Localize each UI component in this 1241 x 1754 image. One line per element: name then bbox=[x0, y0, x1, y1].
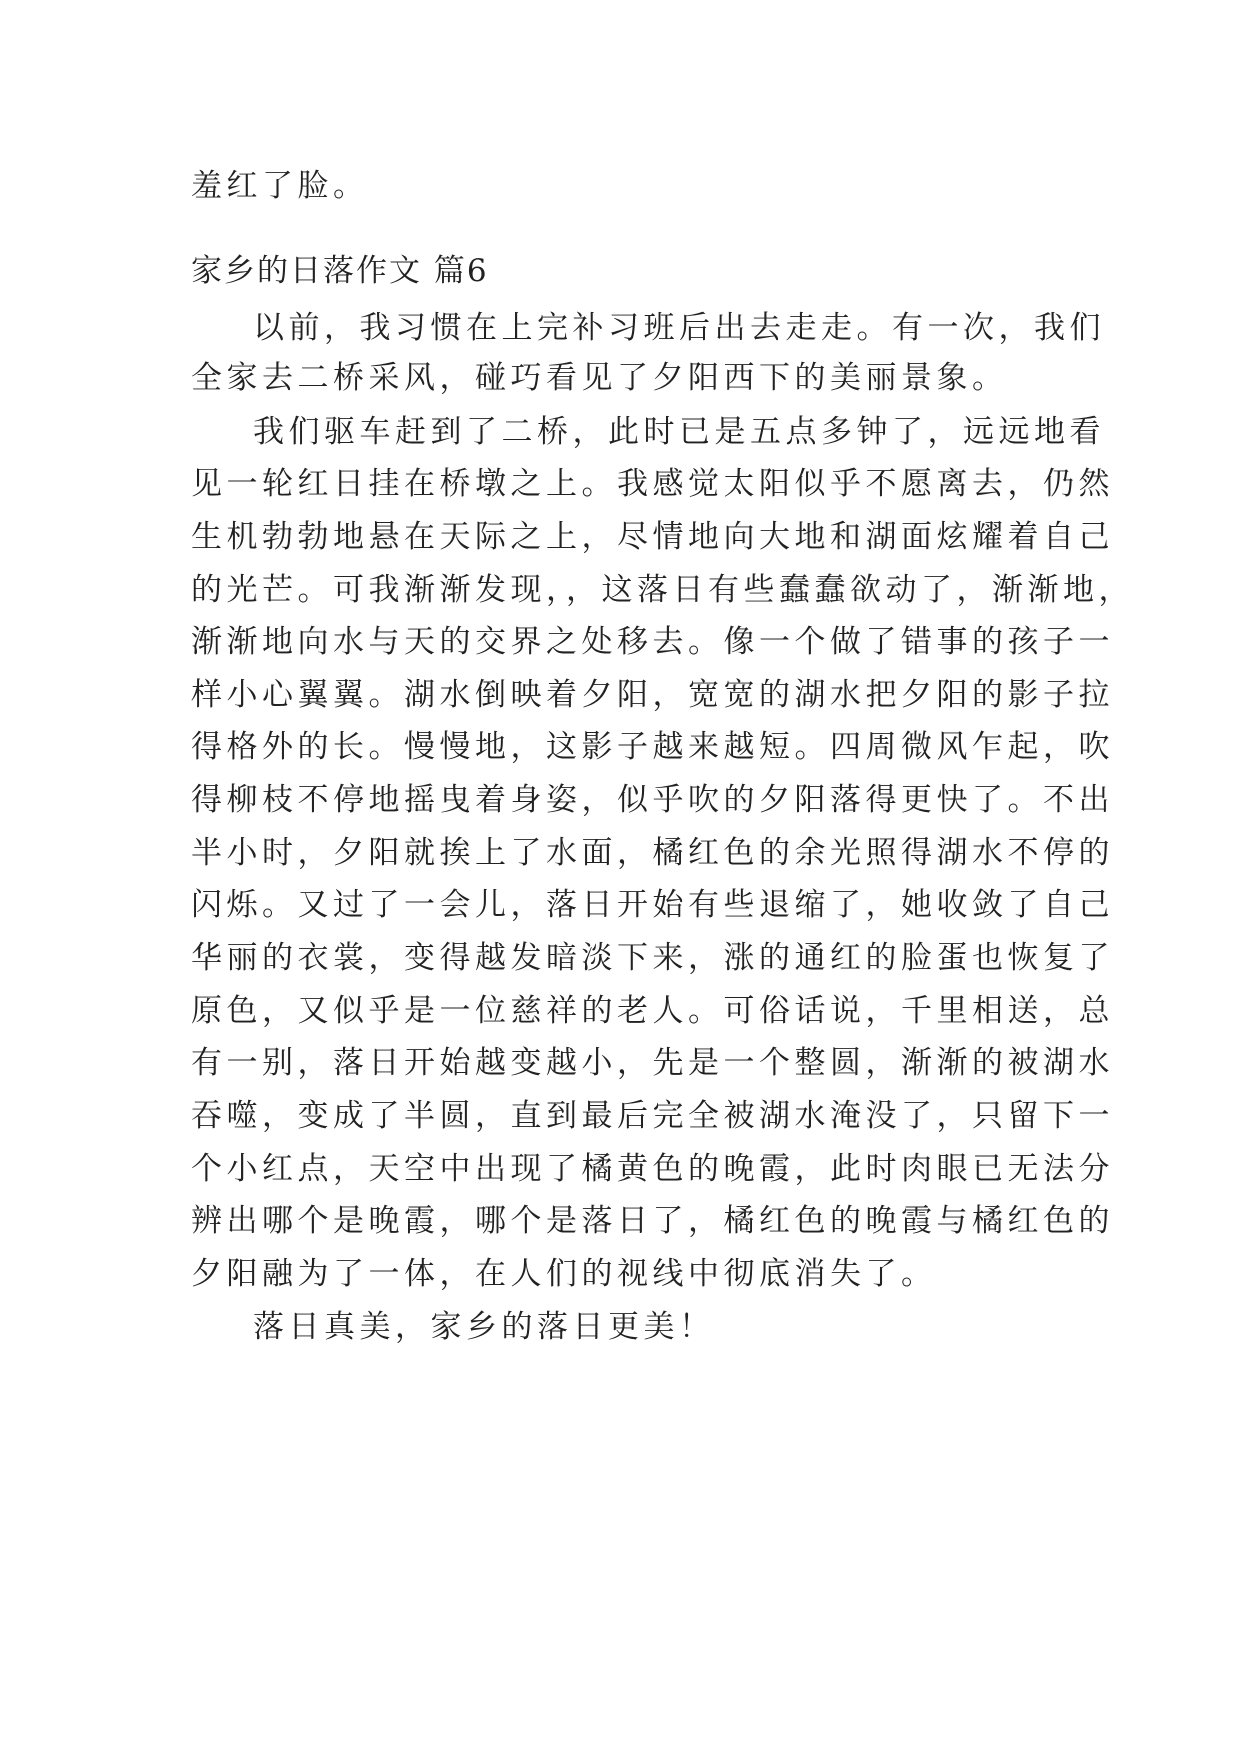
carryover-line: 羞红了脸。 bbox=[191, 168, 369, 204]
section-title: 家乡的日落作文 篇6 bbox=[191, 253, 489, 289]
paragraph-line: 闪烁。又过了一会儿，落日开始有些退缩了，她收敛了自己 bbox=[191, 887, 1114, 923]
paragraph-line: 得柳枝不停地摇曳着身姿，似乎吹的夕阳落得更快了。不出 bbox=[191, 782, 1114, 818]
paragraph-line: 吞噬，变成了半圆，直到最后完全被湖水淹没了，只留下一 bbox=[191, 1098, 1114, 1134]
paragraph-line: 全家去二桥采风，碰巧看见了夕阳西下的美丽景象。 bbox=[191, 360, 1008, 396]
paragraph-line: 有一别，落日开始越变越小，先是一个整圆，渐渐的被湖水 bbox=[191, 1045, 1114, 1081]
paragraph-line: 以前，我习惯在上完补习班后出去走走。有一次，我们 bbox=[253, 310, 1105, 346]
paragraph-line: 生机勃勃地悬在天际之上，尽情地向大地和湖面炫耀着自己 bbox=[191, 519, 1114, 555]
paragraph-line: 样小心翼翼。湖水倒映着夕阳，宽宽的湖水把夕阳的影子拉 bbox=[191, 677, 1114, 713]
paragraph-line: 半小时，夕阳就挨上了水面，橘红色的余光照得湖水不停的 bbox=[191, 835, 1114, 871]
paragraph-line: 华丽的衣裳，变得越发暗淡下来，涨的通红的脸蛋也恢复了 bbox=[191, 940, 1114, 976]
paragraph-line: 辨出哪个是晚霞，哪个是落日了，橘红色的晚霞与橘红色的 bbox=[191, 1203, 1114, 1239]
paragraph-line: 夕阳融为了一体，在人们的视线中彻底消失了。 bbox=[191, 1256, 937, 1292]
paragraph-line: 渐渐地向水与天的交界之处移去。像一个做了错事的孩子一 bbox=[191, 624, 1114, 660]
paragraph-line: 落日真美，家乡的落日更美！ bbox=[253, 1309, 715, 1345]
paragraph-line: 原色，又似乎是一位慈祥的老人。可俗话说，千里相送，总 bbox=[191, 993, 1114, 1029]
paragraph-line: 个小红点，天空中出现了橘黄色的晚霞，此时肉眼已无法分 bbox=[191, 1151, 1114, 1187]
paragraph-line: 的光芒。可我渐渐发现，，这落日有些蠢蠢欲动了，渐渐地， bbox=[191, 572, 1134, 608]
paragraph-line: 见一轮红日挂在桥墩之上。我感觉太阳似乎不愿离去，仍然 bbox=[191, 466, 1114, 502]
paragraph-line: 得格外的长。慢慢地，这影子越来越短。四周微风乍起，吹 bbox=[191, 729, 1114, 765]
paragraph-line: 我们驱车赶到了二桥，此时已是五点多钟了，远远地看 bbox=[253, 414, 1105, 450]
